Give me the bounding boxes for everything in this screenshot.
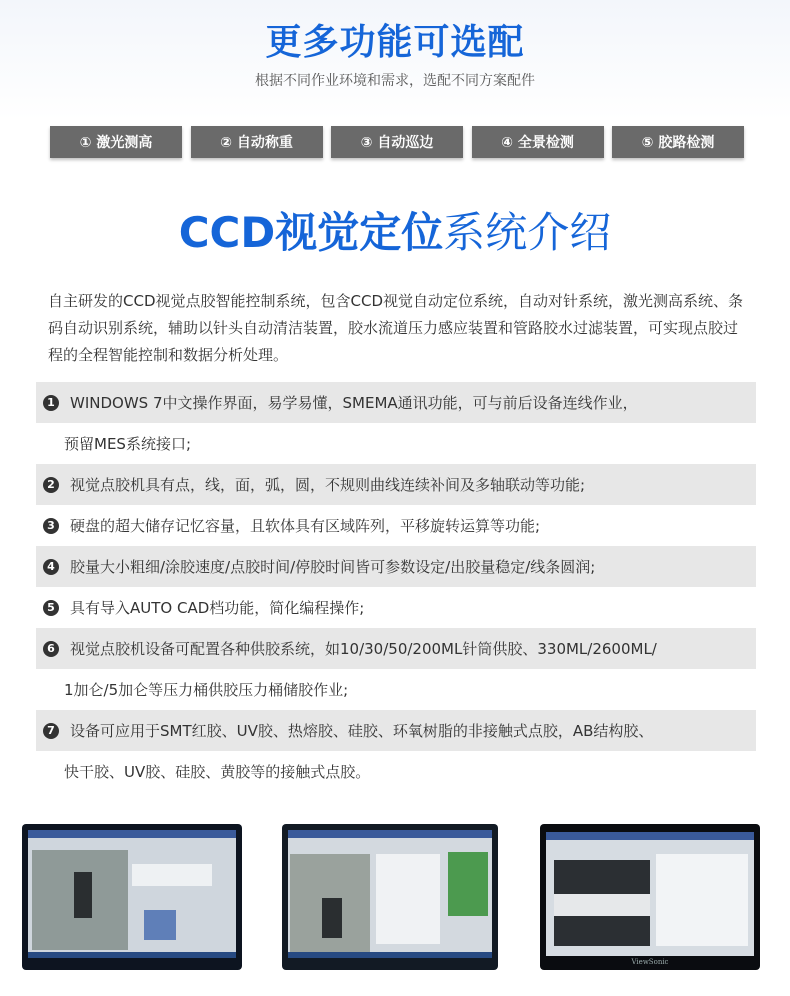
feature-text: WINDOWS 7中文操作界面，易学易懂，SMEMA通讯功能，可与前后设备连线作业， [70, 394, 638, 412]
feature-text: 硬盘的超大储存记忆容量，且软体具有区域阵列，平移旋转运算等功能; [70, 517, 541, 535]
feature-item-5 [36, 587, 756, 628]
bullet-number-icon: 5 [40, 599, 62, 617]
feature-item-7-cont [36, 751, 756, 792]
photo-software-screen-1 [22, 824, 242, 970]
feature-text: 快干胶、UV胶、硅胶、黄胶等的接触式点胶。 [64, 763, 371, 781]
feature-text: 1加仑/5加仑等压力桶供胶压力桶储胶作业; [64, 681, 349, 699]
bullet-number-icon: 6 [40, 640, 62, 658]
feature-text: 设备可应用于SMT红胶、UV胶、热熔胶、硅胶、环氧树脂的非接触式点胶，AB结构胶、 [70, 722, 654, 740]
feature-item-1 [36, 382, 756, 423]
tab-auto-edge-tracking[interactable]: ③ 自动巡边 [331, 126, 463, 158]
tab-glue-path-inspection[interactable]: ⑤ 胶路检测 [612, 126, 744, 158]
software-photos [22, 824, 762, 970]
feature-item-3 [36, 505, 756, 546]
bullet-number-icon: 3 [40, 517, 62, 535]
photo-monitor [540, 824, 760, 970]
page-title: 更多功能可选配 [265, 22, 525, 63]
feature-list [36, 382, 756, 792]
bullet-number-icon: 4 [40, 558, 62, 576]
section-title-bold: CCD视觉定位 [178, 208, 444, 257]
feature-item-7 [36, 710, 756, 751]
feature-text: 具有导入AUTO CAD档功能，简化编程操作; [70, 599, 365, 617]
bullet-number-icon: 1 [40, 394, 62, 412]
tab-panorama-inspection[interactable]: ④ 全景检测 [472, 126, 604, 158]
section-title [0, 200, 790, 260]
tab-laser-height[interactable]: ① 激光测高 [50, 126, 182, 158]
section-title-light: 系统介绍 [443, 208, 612, 257]
feature-item-2 [36, 464, 756, 505]
feature-text: 视觉点胶机设备可配置各种供胶系统，如10/30/50/200ML针筒供胶、330ML/2600ML/ [70, 640, 657, 658]
feature-tabs [50, 126, 744, 158]
monitor-brand-label: ViewSonic [631, 958, 669, 966]
feature-text: 预留MES系统接口; [64, 435, 191, 453]
page-subtitle: 根据不同作业环境和需求，选配不同方案配件 [255, 73, 535, 89]
feature-item-6-cont [36, 669, 756, 710]
feature-item-1-cont [36, 423, 756, 464]
feature-text: 视觉点胶机具有点，线，面，弧，圆，不规则曲线连续补间及多轴联动等功能; [70, 476, 586, 494]
bullet-number-icon: 2 [40, 476, 62, 494]
feature-item-6 [36, 628, 756, 669]
feature-item-4 [36, 546, 756, 587]
bullet-number-icon: 7 [40, 722, 62, 740]
tab-auto-weighing[interactable]: ② 自动称重 [191, 126, 323, 158]
intro-paragraph: 自主研发的CCD视觉点胶智能控制系统，包含CCD视觉自动定位系统，自动对针系统，激光测高系统、条码自动识别系统，辅助以针头自动清洁装置，胶水流道压力感应装置和管路胶水过滤装置，可实现点胶过程的全程智能控制和数据分析处理。 [48, 292, 743, 364]
feature-text: 胶量大小粗细/涂胶速度/点胶时间/停胶时间皆可参数设定/出胶量稳定/线条圆润; [70, 558, 596, 576]
photo-software-screen-2 [282, 824, 498, 970]
